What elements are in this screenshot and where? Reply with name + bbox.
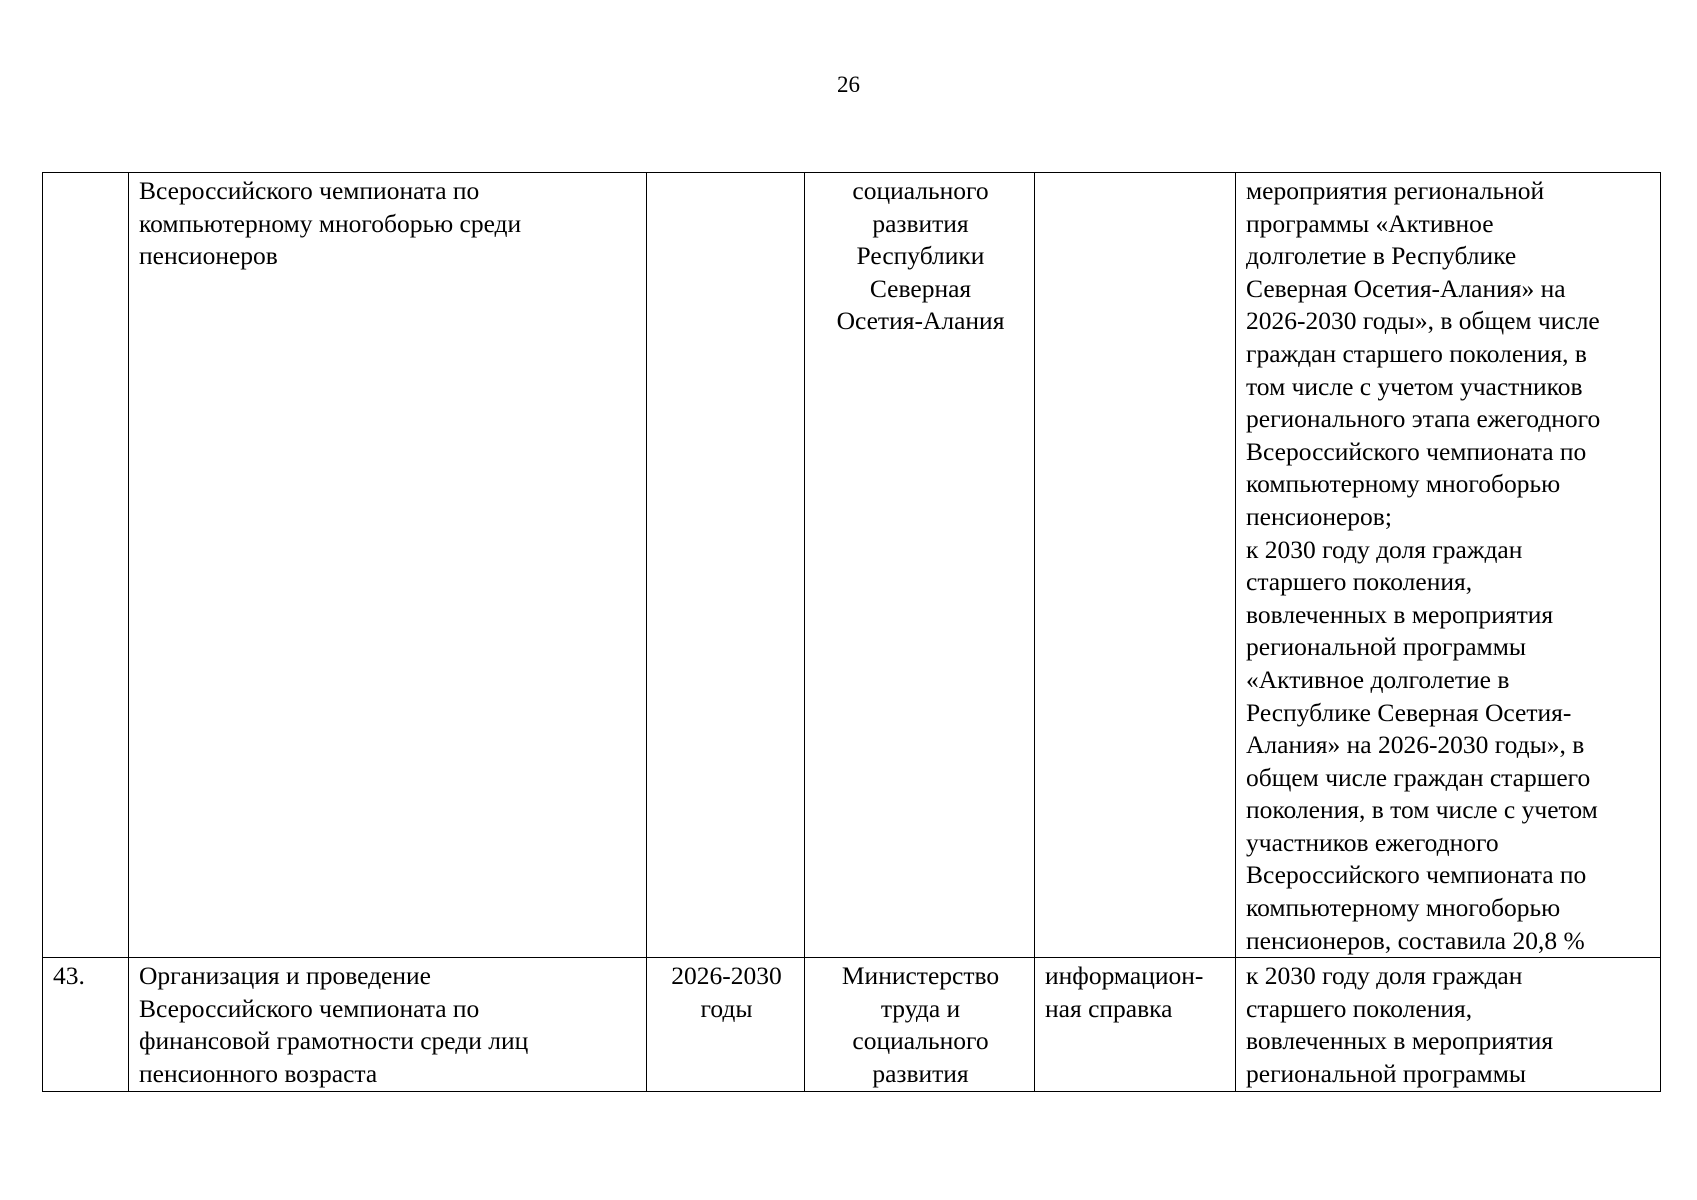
text-line: граждан старшего поколения, в (1246, 338, 1587, 368)
cell-number: 43. (43, 958, 129, 1091)
text-line: развития (872, 208, 969, 238)
text-line: финансовой грамотности среди лиц (139, 1026, 529, 1056)
text-line: социального (852, 1026, 989, 1056)
cell-expected-result (1236, 173, 1661, 958)
text-line: пенсионеров, составила 20,8 % (1246, 925, 1585, 955)
text-line: поколения, в том числе с учетом (1246, 795, 1598, 825)
cell-report-form (1035, 173, 1236, 958)
text-line: Осетия-Алания (836, 306, 1005, 336)
text-line: к 2030 году доля граждан (1246, 961, 1523, 991)
text-line: компьютерному многоборью (1246, 893, 1561, 923)
text-line: Организация и проведение (139, 961, 431, 991)
text-line: труда и (880, 993, 961, 1023)
text-line: вовлеченных в мероприятия (1246, 1026, 1554, 1056)
text-line: долголетие в Республике (1246, 241, 1517, 271)
text-line: компьютерному многоборью (1246, 469, 1561, 499)
text-line: участников ежегодного (1246, 827, 1499, 857)
text-line: программы «Активное (1246, 208, 1494, 238)
text-line: развития (872, 1059, 969, 1089)
text-line: вовлеченных в мероприятия (1246, 599, 1554, 629)
text-line: старшего поколения, (1246, 993, 1473, 1023)
cell-event (129, 958, 647, 1091)
text-line: регионального этапа ежегодного (1246, 404, 1601, 434)
text-line: пенсионеров (139, 241, 278, 271)
text-line: Всероссийского чемпионата по (1246, 436, 1587, 466)
table-row (43, 173, 1661, 958)
text-line: Алания» на 2026-2030 годы», в (1246, 730, 1585, 760)
text-line: 2026-2030 (671, 961, 782, 991)
cell-event (129, 173, 647, 958)
cell-responsible (805, 173, 1035, 958)
text-line: Северная Осетия-Алания» на (1246, 273, 1566, 303)
text-line: информацион- (1045, 961, 1204, 991)
text-line: Всероссийского чемпионата по (1246, 860, 1587, 890)
text-line: Министерство (841, 961, 1000, 991)
text-line: региональной программы (1246, 632, 1526, 662)
text-line: Всероссийского чемпионата по (139, 176, 480, 205)
cell-period (647, 173, 805, 958)
table-body (43, 173, 1661, 1092)
table-row (43, 958, 1661, 1091)
program-table (42, 172, 1661, 1092)
text-line: мероприятия региональной (1246, 176, 1545, 205)
text-line: социального (852, 176, 989, 205)
text-line: «Активное долголетие в (1246, 664, 1510, 694)
cell-report-form (1035, 958, 1236, 1091)
text-line: к 2030 году доля граждан (1246, 534, 1523, 564)
text-line: Республики (856, 241, 985, 271)
text-line: старшего поколения, (1246, 567, 1473, 597)
cell-expected-result (1236, 958, 1661, 1091)
cell-period (647, 958, 805, 1091)
page-number: 26 (837, 72, 860, 97)
text-line: годы (700, 993, 753, 1023)
text-line: 2026-2030 годы», в общем числе (1246, 306, 1600, 336)
text-line: Всероссийского чемпионата по (139, 993, 480, 1023)
text-line: том числе с учетом участников (1246, 371, 1583, 401)
cell-responsible (805, 958, 1035, 1091)
text-line: общем числе граждан старшего (1246, 762, 1591, 792)
text-line: компьютерному многоборью среди (139, 208, 522, 238)
text-line: пенсионеров; (1246, 501, 1392, 531)
text-line: Северная (869, 273, 972, 303)
text-line: региональной программы (1246, 1059, 1526, 1089)
text-line: ная справка (1045, 993, 1173, 1023)
text-line: пенсионного возраста (139, 1059, 378, 1089)
cell-number (43, 173, 129, 958)
text-line: Республике Северная Осетия- (1246, 697, 1572, 727)
